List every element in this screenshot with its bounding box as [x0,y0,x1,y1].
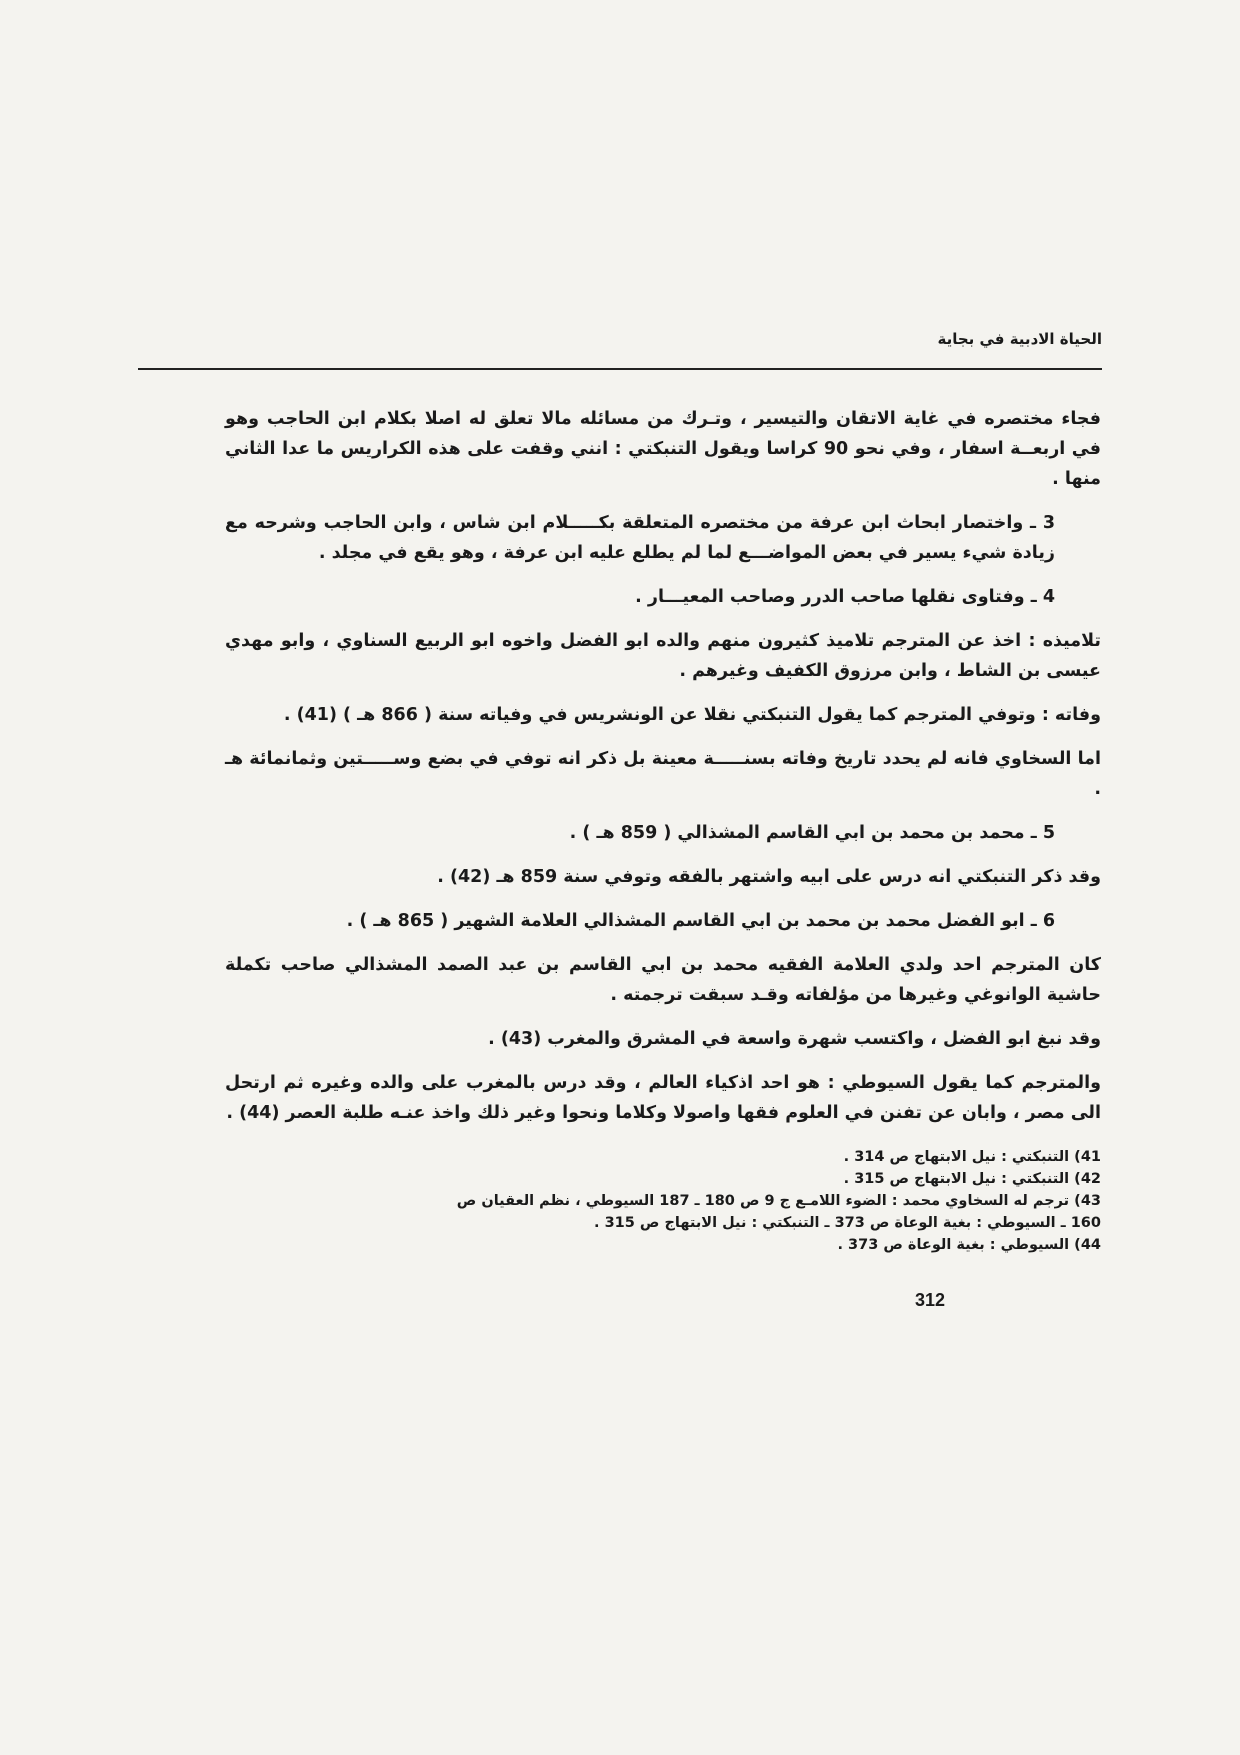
paragraph-lead: تلاميذه : [1028,631,1101,651]
footnotes [225,1146,1101,1256]
paragraph [225,626,1101,686]
paragraph-text: 5 ـ محمد بن محمد بن ابي القاسم المشذالي ( 859 هـ ) . [569,823,1055,843]
running-title: الحياة الادبية في بجاية [937,330,1102,348]
page-header [138,322,1102,370]
footnote: 44) السيوطي : بغية الوعاة ص 373 . [837,1237,1101,1253]
paragraph [225,818,1101,848]
paragraph-text: 6 ـ ابو الفضل محمد بن محمد بن ابي القاسم المشذالي العلامة الشهير ( 865 هـ ) . [346,911,1055,931]
paragraph-text: وتوفي المترجم كما يقول التنبكتي نقلا عن الونشريس في وفياته سنة ( 866 هـ ) (41) . [283,705,1036,725]
paragraph-text: وقد نبغ ابو الفضل ، واكتسب شهرة واسعة في المشرق والمغرب (43) . [488,1029,1101,1049]
paragraph [225,744,1101,804]
paragraph [225,700,1101,730]
paragraph-text: 3 ـ واختصار ابحاث ابن عرفة من مختصره المتعلقة بكـــــلام ابن شاس ، وابن الحاجب وشرحه مع زيادة شيء يسير في بعض المواضـــع لما لم يطلع عليه ابن عرفة ، وهو يقع في مجلد . [225,513,1055,563]
paragraph [225,862,1101,892]
paragraph-text: فجاء مختصره في غاية الاتقان والتيسير ، وتـرك من مسائله مالا تعلق له اصلا بكلام ابن الحاجب وهو في اربعــة اسفار ، وفي نحو 90 كراسا ويقول التنبكتي : انني وقفت على هذه الكراريس ما عدا الثاني منها . [225,409,1101,489]
paragraph [225,1068,1101,1128]
body-text [225,404,1101,1142]
paragraph-text: 4 ـ وفتاوى نقلها صاحب الدرر وصاحب المعيـــار . [635,587,1055,607]
paragraph-text: والمترجم كما يقول السيوطي : هو احد اذكياء العالم ، وقد درس بالمغرب على والده وغيره ثم ارتحل الى مصر ، وابان عن تفنن في العلوم فقها واصولا وكلاما ونحوا وغير ذلك واخذ عنـه طلبة العصر (44) . [225,1073,1101,1123]
footnote-continuation: 160 ـ السيوطي : بغية الوعاة ص 373 ـ التنبكتي : نيل الابتهاج ص 315 . [594,1215,1101,1231]
page-number: 312 [915,1290,946,1310]
paragraph-text: اما السخاوي فانه لم يحدد تاريخ وفاته بسنـــــة معينة بل ذكر انه توفي في بضع وســـــتين وثمانمائة هـ . [225,749,1101,799]
footnote: 43) ترجم له السخاوي محمد : الضوء اللامـع ج 9 ص 180 ـ 187 السيوطي ، نظم العقيان ص [456,1193,1101,1209]
paragraph-text: وقد ذكر التنبكتي انه درس على ابيه واشتهر بالفقه وتوفي سنة 859 هـ (42) . [437,867,1101,887]
paragraph [225,906,1101,936]
paragraph-text: كان المترجم احد ولدي العلامة الفقيه محمد بن ابي القاسم بن عبد الصمد المشذالي صاحب تكملة حاشية الوانوغي وغيرها من مؤلفاته وقـد سبقت ترجمته . [225,955,1101,1005]
paragraph-text: اخذ عن المترجم تلاميذ كثيرون منهم والده ابو الفضل واخوه ابو الربيع السناوي ، وابو مهدي عيسى بن الشاط ، وابن مرزوق الكفيف وغيرهم . [225,631,1101,681]
footnote: 42) التنبكتي : نيل الابتهاج ص 315 . [843,1171,1101,1187]
paragraph [225,508,1101,568]
paragraph [225,1024,1101,1054]
footnote: 41) التنبكتي : نيل الابتهاج ص 314 . [843,1149,1101,1165]
paragraph [225,950,1101,1010]
paragraph-lead: وفاته : [1041,705,1101,725]
paragraph [225,404,1101,494]
paragraph [225,582,1101,612]
